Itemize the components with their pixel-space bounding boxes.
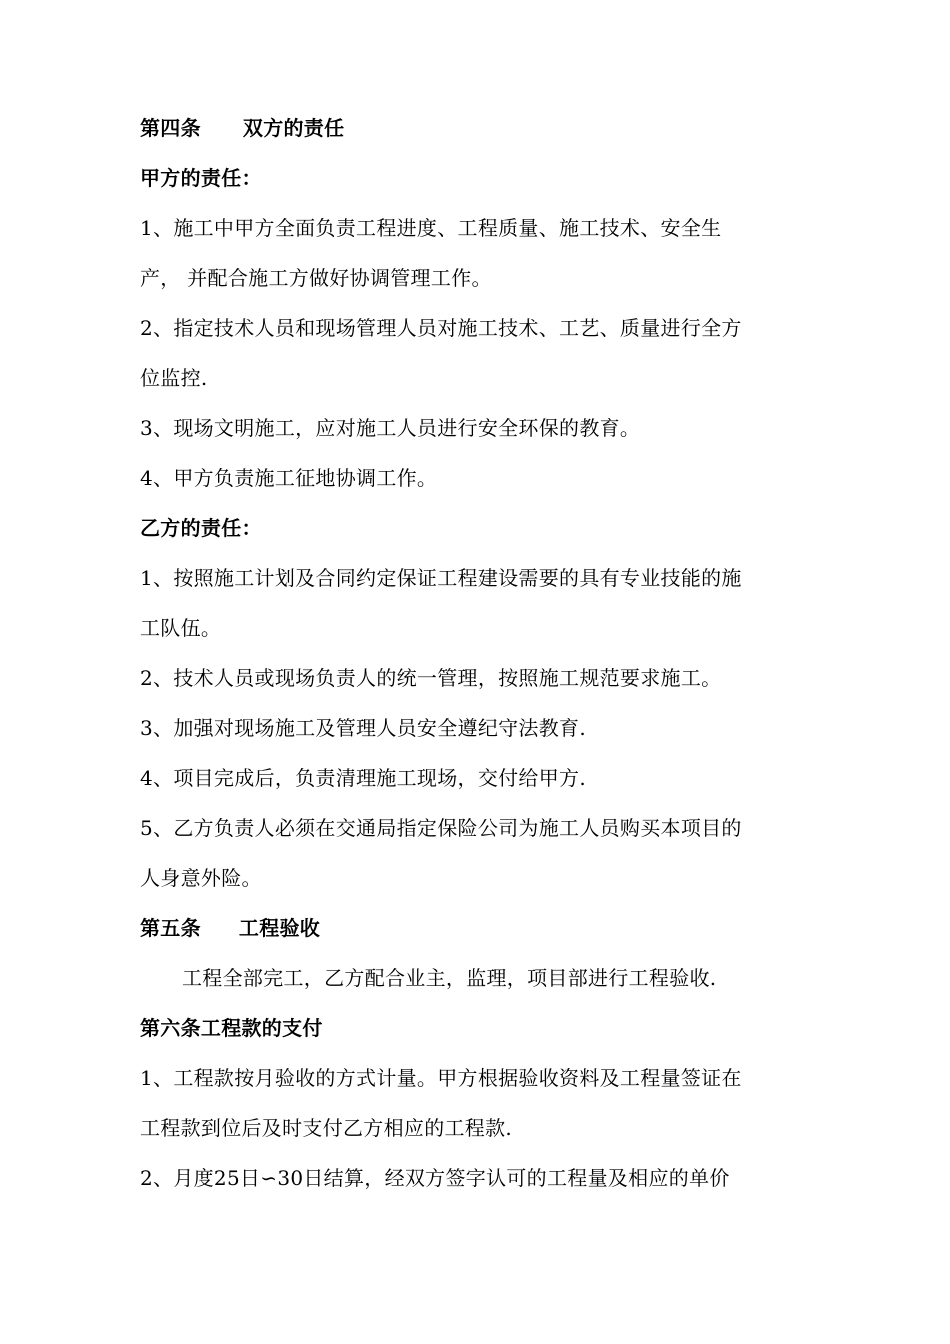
party-b-line: 工队伍。 bbox=[140, 616, 222, 640]
article6-line: 2、月度25日∽30日结算，经双方签字认可的工程量及相应的单价 bbox=[140, 1166, 730, 1190]
party-b-line: 1、按照施工计划及合同约定保证工程建设需要的具有专业技能的施 bbox=[140, 566, 742, 590]
article6-line: 1、工程款按月验收的方式计量。甲方根据验收资料及工程量签证在 bbox=[140, 1066, 742, 1090]
party-b-line: 4、项目完成后，负责清理施工现场，交付给甲方. bbox=[140, 766, 586, 790]
article5-heading bbox=[140, 914, 320, 942]
party-a-line: 位监控. bbox=[140, 366, 208, 390]
party-b-line: 5、乙方负责人必须在交通局指定保险公司为施工人员购买本项目的 bbox=[140, 816, 742, 840]
party-b-line: 2、技术人员或现场负责人的统一管理，按照施工规范要求施工。 bbox=[140, 666, 722, 690]
article4-title: 双方的责任 bbox=[242, 116, 345, 140]
article6-heading: 第六条工程款的支付 bbox=[140, 1016, 323, 1040]
party-a-line: 4、甲方负责施工征地协调工作。 bbox=[140, 466, 438, 490]
party-a-line: 3、现场文明施工，应对施工人员进行安全环保的教育。 bbox=[140, 416, 641, 440]
party-b-line: 3、加强对现场施工及管理人员安全遵纪守法教育. bbox=[140, 716, 586, 740]
article5-label: 第五条 bbox=[140, 916, 201, 940]
party-b-line: 人身意外险。 bbox=[140, 866, 262, 890]
article5-title: 工程验收 bbox=[238, 916, 321, 940]
party-a-line: 1、施工中甲方全面负责工程进度、工程质量、施工技术、安全生 bbox=[140, 216, 722, 240]
party-a-heading: 甲方的责任： bbox=[140, 166, 262, 190]
party-a-line: 2、指定技术人员和现场管理人员对施工技术、工艺、质量进行全方 bbox=[140, 316, 742, 340]
party-b-heading: 乙方的责任： bbox=[140, 516, 262, 540]
article5-body: 工程全部完工，乙方配合业主，监理，项目部进行工程验收. bbox=[182, 966, 717, 990]
party-a-line: 产， 并配合施工方做好协调管理工作。 bbox=[140, 266, 492, 290]
article6-line: 工程款到位后及时支付乙方相应的工程款. bbox=[140, 1116, 513, 1140]
article4-label: 第四条 bbox=[140, 116, 201, 140]
article4-heading bbox=[140, 114, 344, 142]
